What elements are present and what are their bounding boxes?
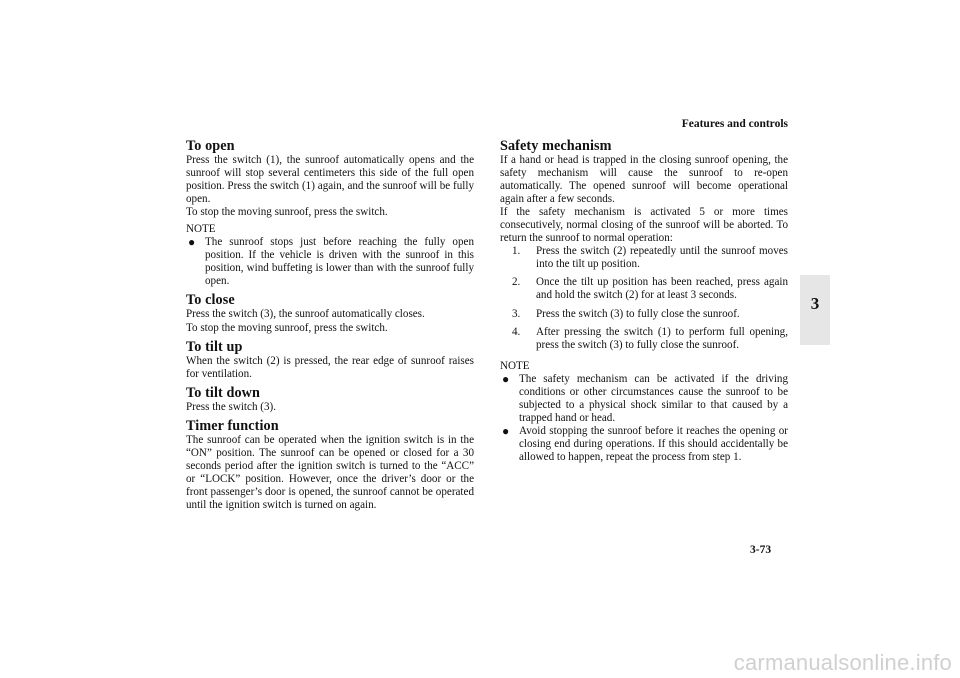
step-text: Press the switch (2) repeatedly until the sunroof moves into the tilt up position.	[536, 245, 788, 271]
step-item	[500, 276, 788, 302]
step-item	[500, 308, 788, 321]
step-number: 4.	[512, 325, 521, 338]
note-label: NOTE	[186, 223, 216, 236]
heading-safety-mechanism: Safety mechanism	[500, 138, 612, 154]
heading-to-tilt-down: To tilt down	[186, 384, 260, 401]
heading-to-close: To close	[186, 292, 235, 309]
note-label: NOTE	[500, 359, 530, 372]
page-number: 3-73	[750, 544, 772, 556]
paragraph: Press the switch (3), the sunroof automatically closes.	[186, 308, 425, 321]
paragraph: The sunroof can be operated when the ignition switch is in the “ON” position. The sunroof can be opened or closed for a 30 seconds period after the ignition switch is turned to the “ACC” or “LOCK” position. However, once the driver’s door or the front passenger’s door is opened, the sunroof cannot be operated until the ignition switch is turned on again.	[186, 433, 474, 511]
paragraph: Press the switch (1), the sunroof automatically opens and the sunroof will stop several centimeters this side of the full open position. Press the switch (1) again, and the sunroof will be fully open.	[186, 154, 474, 206]
step-number: 3.	[512, 307, 521, 320]
step-text: After pressing the switch (1) to perform full opening, press the switch (3) to fully close the sunroof.	[536, 325, 788, 351]
step-item	[500, 245, 788, 271]
paragraph: When the switch (2) is pressed, the rear edge of sunroof raises for ventilation.	[186, 354, 474, 380]
note-text: The sunroof stops just before reaching the fully open position. If the vehicle is driven with the sunroof in this position, wind buffeting is lower than with the sunroof fully open.	[205, 236, 474, 288]
step-item	[500, 326, 788, 352]
step-text: Press the switch (3) to fully close the sunroof.	[536, 307, 740, 320]
step-text: Once the tilt up position has been reached, press again and hold the switch (2) for at least 3 seconds.	[536, 276, 788, 302]
bullet-icon: ●	[502, 371, 510, 386]
right-column	[500, 138, 788, 464]
step-list	[500, 245, 788, 351]
paragraph: If the safety mechanism is activated 5 or more times consecutively, normal closing of the sunroof will be aborted. To return the sunroof to normal operation:	[500, 206, 788, 245]
page-header-title: Features and controls	[681, 118, 788, 130]
note-bullet	[500, 425, 788, 464]
heading-to-tilt-up: To tilt up	[186, 338, 243, 355]
step-number: 1.	[512, 245, 521, 258]
chapter-number: 3	[810, 294, 820, 313]
paragraph: To stop the moving sunroof, press the switch.	[186, 321, 388, 334]
bullet-icon: ●	[502, 423, 510, 438]
heading-to-open: To open	[186, 138, 235, 154]
note-bullet	[500, 373, 788, 425]
paragraph: To stop the moving sunroof, press the switch.	[186, 206, 388, 219]
note-text: Avoid stopping the sunroof before it reaches the opening or closing end during operations. If this should accidentally be allowed to happen, repeat the process from step 1.	[519, 424, 788, 463]
paragraph: Press the switch (3).	[186, 400, 276, 413]
paragraph: If a hand or head is trapped in the closing sunroof opening, the safety mechanism will cause the sunroof to re-open automatically. The opened sunroof will become operational again after a few seconds.	[500, 154, 788, 206]
watermark: carmanualsonline.info	[733, 650, 952, 675]
left-column	[186, 138, 474, 512]
note-bullet	[186, 236, 474, 288]
bullet-icon: ●	[188, 235, 196, 250]
step-number: 2.	[512, 276, 521, 289]
heading-timer-function: Timer function	[186, 417, 279, 434]
chapter-tab	[800, 275, 830, 345]
note-text: The safety mechanism can be activated if the driving conditions or other circumstances cause the sunroof to be subjected to a physical shock similar to that caused by a trapped hand or head.	[519, 372, 788, 424]
